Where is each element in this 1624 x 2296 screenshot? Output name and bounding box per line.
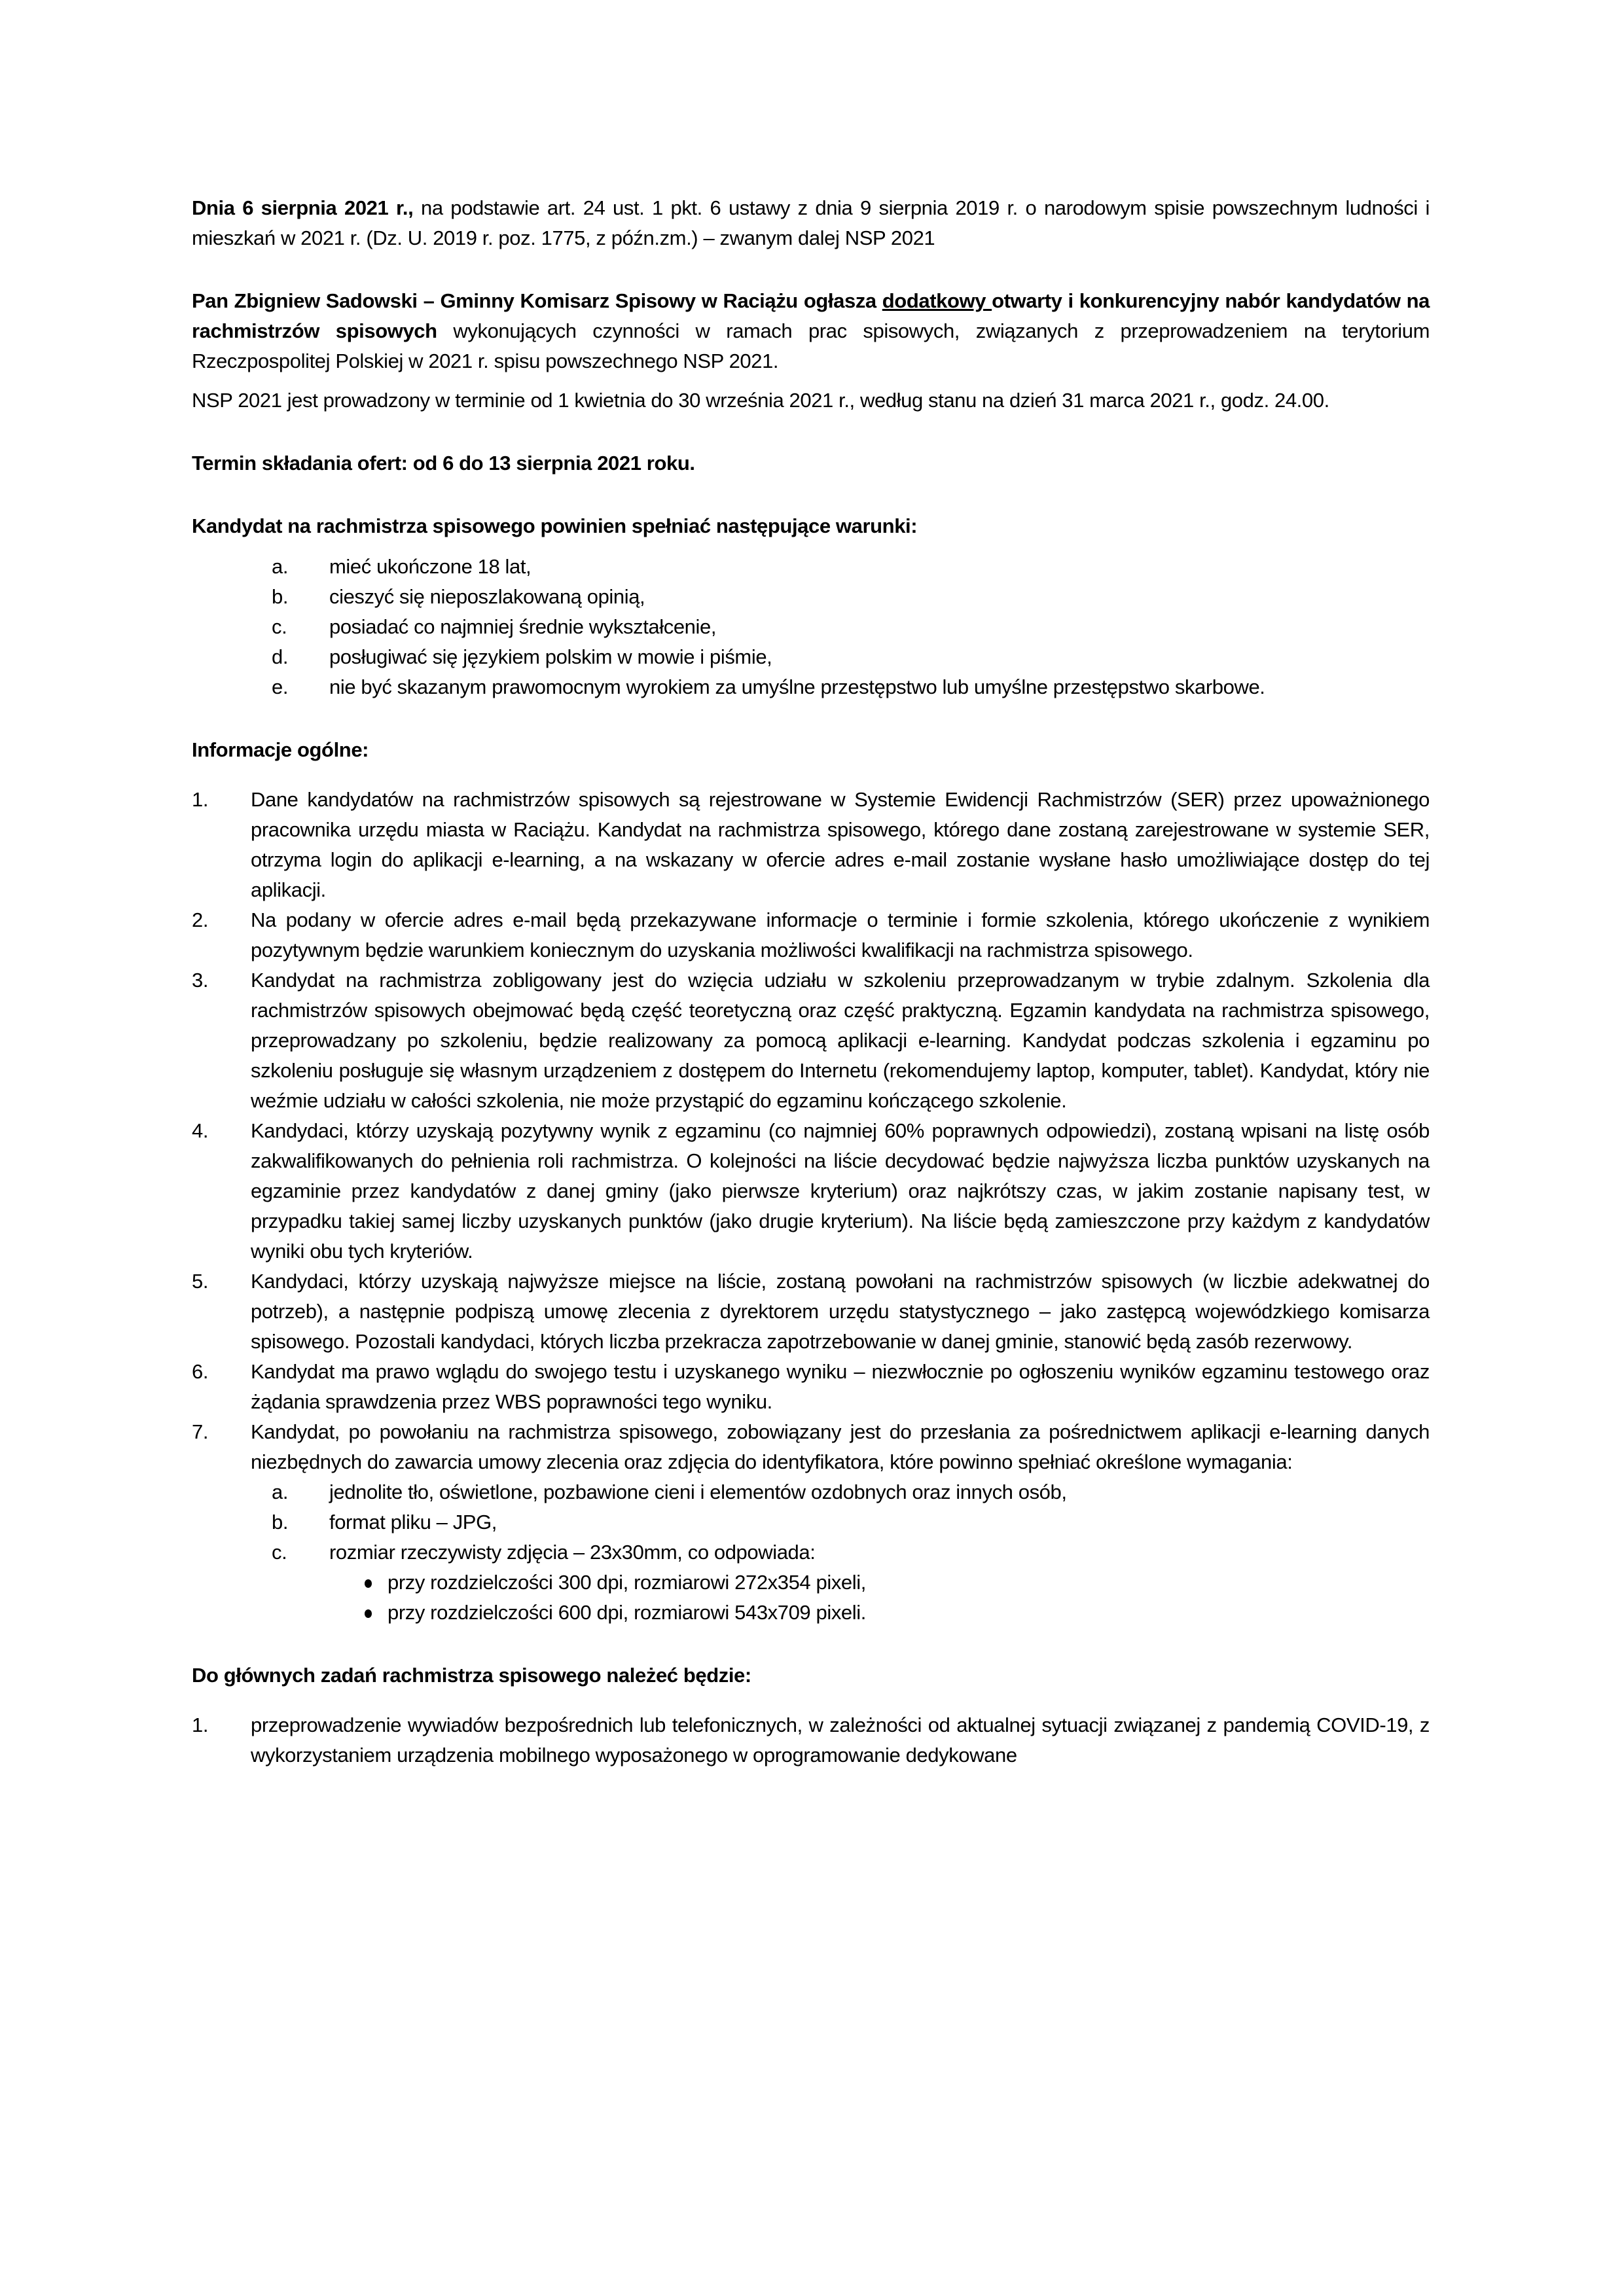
list-text: mieć ukończone 18 lat, xyxy=(329,555,532,578)
list-item xyxy=(192,1710,1430,1770)
list-marker: 6. xyxy=(192,1360,209,1383)
bullet-text: przy rozdzielczości 600 dpi, rozmiarowi 543x709 pixeli. xyxy=(388,1601,866,1624)
sub-list-item xyxy=(192,1537,1430,1568)
list-marker: a. xyxy=(272,1480,289,1503)
list-item xyxy=(192,965,1430,1116)
list-marker: 5. xyxy=(192,1270,209,1293)
list-text: Kandydaci, którzy uzyskają pozytywny wynik z egzaminu (co najmniej 60% poprawnych odpowiedzi), zostaną wpisani na listę osób zakwalifikowanych do pełnienia roli rachmistrza. O kolejności na liście decydować będzie najwyższa liczba punktów uzyskanych na egzaminie przez kandydatów z danej gminy (jako pierwsze kryterium) oraz najkrótszy czas, w jakim zostanie napisany test, w przypadku takiej samej liczby uzyskanych punktów (jako drugie kryterium). Na liście będą zamieszczone przy każdym z kandydatów wyniki obu tych kryteriów. xyxy=(251,1119,1430,1263)
resolution-bullets xyxy=(192,1568,1430,1628)
requirements-list xyxy=(192,552,1430,702)
list-marker: e. xyxy=(272,675,289,698)
photo-requirements-list xyxy=(251,1477,1430,1568)
announcement-underlined: dodatkowy xyxy=(882,289,992,312)
list-text: Kandydat ma prawo wglądu do swojego testu i uzyskanego wyniku – niezwłocznie po ogłoszeniu wyników egzaminu testowego oraz żądania sprawdzenia przez WBS poprawności tego wyniku. xyxy=(251,1360,1430,1413)
list-text: Kandydat na rachmistrza zobligowany jest do wzięcia udziału w szkoleniu przeprowadzanym w trybie zdalnym. Szkolenia dla rachmistrzów spisowych obejmować będą część teoretyczną oraz część praktyczną. Egzamin kandydata na rachmistrza spisowego, przeprowadzany po szkoleniu, będzie realizowany za pomocą aplikacji e-learning. Kandydat podczas szkolenia i egzaminu po szkoleniu posługuje się własnym urządzeniem z dostępem do Internetu (rekomendujemy laptop, komputer, tablet). Kandydat, który nie weźmie udziału w całości szkolenia, nie może przystąpić do egzaminu kończącego szkolenie. xyxy=(251,969,1430,1112)
bullet-text: przy rozdzielczości 300 dpi, rozmiarowi 272x354 pixeli, xyxy=(388,1571,866,1594)
requirements-heading: Kandydat na rachmistrza spisowego powinien spełniać następujące warunki: xyxy=(192,514,918,537)
list-item xyxy=(192,785,1430,905)
list-item xyxy=(192,1417,1430,1628)
census-period: NSP 2021 jest prowadzony w terminie od 1 kwietnia do 30 września 2021 r., według stanu na dzień 31 marca 2021 r., godz. 24.00. xyxy=(192,389,1329,412)
list-marker: b. xyxy=(272,585,289,608)
list-text: format pliku – JPG, xyxy=(329,1511,497,1534)
list-marker: a. xyxy=(272,555,289,578)
general-info-list xyxy=(192,785,1430,1628)
offer-deadline: Termin składania ofert: od 6 do 13 sierpnia 2021 roku. xyxy=(192,452,695,475)
list-item xyxy=(192,905,1430,965)
sub-list-item xyxy=(192,1477,1430,1507)
list-item xyxy=(192,1357,1430,1417)
list-text: Kandydat, po powołaniu na rachmistrza spisowego, zobowiązany jest do przesłania za pośrednictwem aplikacji e-learning danych niezbędnych do zawarcia umowy zlecenia oraz zdjęcia do identyfikatora, które powinno spełniać określone wymagania: xyxy=(251,1420,1430,1473)
announcement-text: wykonujących czynności w ramach prac spisowych, związanych z przeprowadzeniem na terytorium Rzeczpospolitej Polskiej w 2021 r. spisu powszechnego NSP 2021. xyxy=(192,319,1430,372)
list-marker: 7. xyxy=(192,1420,209,1443)
list-marker: c. xyxy=(272,615,287,638)
list-text: Dane kandydatów na rachmistrzów spisowych są rejestrowane w Systemie Ewidencji Rachmistrzów (SER) przez upoważnionego pracownika urzędu miasta w Raciążu. Kandydat na rachmistrza spisowego, którego dane zostaną zarejestrowane w systemie SER, otrzyma login do aplikacji e-learning, a na wskazany w ofercie adres e-mail zostanie wysłane hasło umożliwiające dostęp do tej aplikacji. xyxy=(251,788,1430,901)
list-text: cieszyć się nieposzlakowaną opinią, xyxy=(329,585,645,608)
list-text: posługiwać się językiem polskim w mowie i piśmie, xyxy=(329,645,772,668)
list-item xyxy=(192,582,1430,612)
list-marker: 3. xyxy=(192,969,209,992)
bullet-icon xyxy=(365,1579,372,1588)
intro-text: na podstawie art. 24 ust. 1 pkt. 6 ustawy z dnia 9 sierpnia 2019 r. o narodowym spisie powszechnym ludności i mieszkań w 2021 r. (Dz. U. 2019 r. poz. 1775, z późn.zm.) – zwanym dalej NSP 2021 xyxy=(192,196,1430,249)
sub-list-item xyxy=(192,1507,1430,1537)
list-item xyxy=(192,642,1430,672)
duties-list xyxy=(192,1710,1430,1770)
announcement-paragraph xyxy=(192,286,1430,376)
list-item xyxy=(192,672,1430,702)
list-text: jednolite tło, oświetlone, pozbawione cieni i elementów ozdobnych oraz innych osób, xyxy=(329,1480,1067,1503)
list-item xyxy=(192,552,1430,582)
list-text: nie być skazanym prawomocnym wyrokiem za umyślne przestępstwo lub umyślne przestępstwo skarbowe. xyxy=(329,675,1265,698)
list-marker: c. xyxy=(272,1541,287,1564)
intro-paragraph xyxy=(192,193,1430,253)
duties-heading: Do głównych zadań rachmistrza spisowego należeć będzie: xyxy=(192,1664,751,1687)
bullet-item xyxy=(192,1598,1430,1628)
list-text: posiadać co najmniej średnie wykształcenie, xyxy=(329,615,717,638)
bullet-icon xyxy=(365,1609,372,1618)
list-text: przeprowadzenie wywiadów bezpośrednich lub telefonicznych, w zależności od aktualnej sytuacji związanej z pandemią COVID-19, z wykorzystaniem urządzenia mobilnego wyposażonego w oprogramowanie dedykowane xyxy=(251,1713,1430,1767)
list-text: Kandydaci, którzy uzyskają najwyższe miejsce na liście, zostaną powołani na rachmistrzów spisowych (w liczbie adekwatnej do potrzeb), a następnie podpiszą umowę zlecenia z dyrektorem urzędu statystycznego – jako zastępcą wojewódzkiego komisarza spisowego. Pozostali kandydaci, których liczba przekracza zapotrzebowanie w danej gminie, stanowić będą zasób rezerwowy. xyxy=(251,1270,1430,1353)
list-item xyxy=(192,1116,1430,1266)
list-marker: 4. xyxy=(192,1119,209,1142)
list-item xyxy=(192,612,1430,642)
list-marker: 1. xyxy=(192,1713,209,1736)
announcement-bold-start: Pan Zbigniew Sadowski – Gminny Komisarz Spisowy w Raciążu ogłasza xyxy=(192,289,882,312)
announcement-bold-mid: otwarty i konkurencyjny nabór kandydatów na rachmistrzów spisowych xyxy=(192,289,1430,342)
list-marker: 1. xyxy=(192,788,209,811)
list-text: rozmiar rzeczywisty zdjęcia – 23x30mm, co odpowiada: xyxy=(329,1541,816,1564)
intro-date: Dnia 6 sierpnia 2021 r., xyxy=(192,196,414,219)
list-marker: d. xyxy=(272,645,289,668)
document-page xyxy=(192,193,1430,1770)
general-info-heading: Informacje ogólne: xyxy=(192,738,369,761)
list-item xyxy=(192,1266,1430,1357)
list-marker: 2. xyxy=(192,908,209,931)
list-marker: b. xyxy=(272,1511,289,1534)
bullet-item xyxy=(192,1568,1430,1598)
list-text: Na podany w ofercie adres e-mail będą przekazywane informacje o terminie i formie szkolenia, którego ukończenie z wynikiem pozytywnym będzie warunkiem koniecznym do uzyskania możliwości kwalifikacji na rachmistrza spisowego. xyxy=(251,908,1430,961)
